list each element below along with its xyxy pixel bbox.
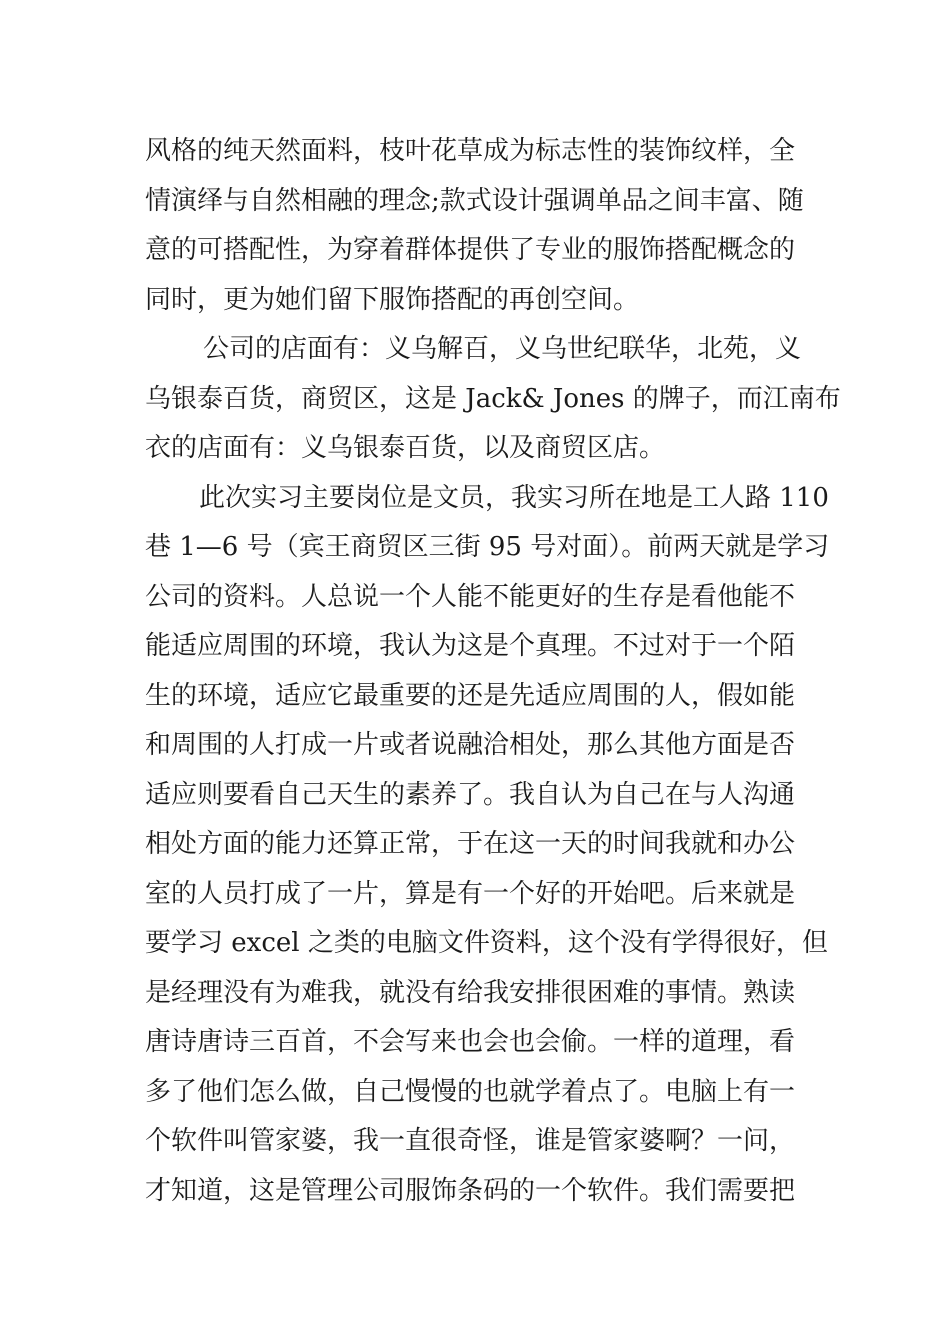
paragraph-3 [145, 474, 830, 1217]
paragraph-2 [145, 325, 841, 474]
text-line: 才知道，这是管理公司服饰条码的一个软件。我们需要把 [145, 1175, 796, 1206]
text-line: 多了他们怎么做，自己慢慢的也就学着点了。电脑上有一 [145, 1076, 796, 1107]
text-line: 同时，更为她们留下服饰搭配的再创空间。 [145, 284, 640, 315]
text-line: 适应则要看自己天生的素养了。我自认为自己在与人沟通 [145, 779, 796, 810]
text-line: 室的人员打成了一片，算是有一个好的开始吧。后来就是 [145, 878, 796, 909]
text-line: 衣的店面有：义乌银泰百货，以及商贸区店。 [145, 433, 666, 463]
text-line: 风格的纯天然面料，枝叶花草成为标志性的装饰纹样，全 [145, 136, 796, 166]
text-line: 是经理没有为难我，就没有给我安排很困难的事情。熟读 [145, 977, 796, 1008]
document-body [145, 127, 841, 1216]
text-line: 个软件叫管家婆，我一直很奇怪，谁是管家婆啊？一问， [145, 1126, 796, 1156]
text-line: 此次实习主要岗位是文员，我实习所在地是工人路 110 [199, 482, 829, 513]
text-line: 生的环境，适应它最重要的还是先适应周围的人，假如能 [145, 680, 796, 711]
text-line: 乌银泰百货，商贸区，这是 Jack& Jones 的牌子，而江南布 [145, 383, 841, 414]
text-line: 相处方面的能力还算正常，于在这一天的时间我就和办公 [145, 829, 796, 859]
paragraph-1 [145, 127, 810, 325]
text-line: 意的可搭配性，为穿着群体提供了专业的服饰搭配概念的 [145, 235, 796, 265]
text-line: 和周围的人打成一片或者说融洽相处，那么其他方面是否 [145, 730, 796, 760]
text-line: 巷 1—6 号（宾王商贸区三街 95 号对面）。前两天就是学习 [145, 532, 830, 562]
text-line: 唐诗唐诗三百首，不会写来也会也会偷。一样的道理，看 [145, 1027, 796, 1057]
text-line: 公司的资料。人总说一个人能不能更好的生存是看他能不 [145, 581, 796, 612]
text-line: 公司的店面有：义乌解百，义乌世纪联华，北苑，义 [203, 334, 802, 364]
text-line: 要学习 excel 之类的电脑文件资料，这个没有学得很好，但 [145, 928, 828, 958]
text-line: 情演绎与自然相融的理念;款式设计强调单品之间丰富、随 [145, 185, 804, 216]
text-line: 能适应周围的环境，我认为这是个真理。不过对于一个陌 [145, 631, 796, 661]
